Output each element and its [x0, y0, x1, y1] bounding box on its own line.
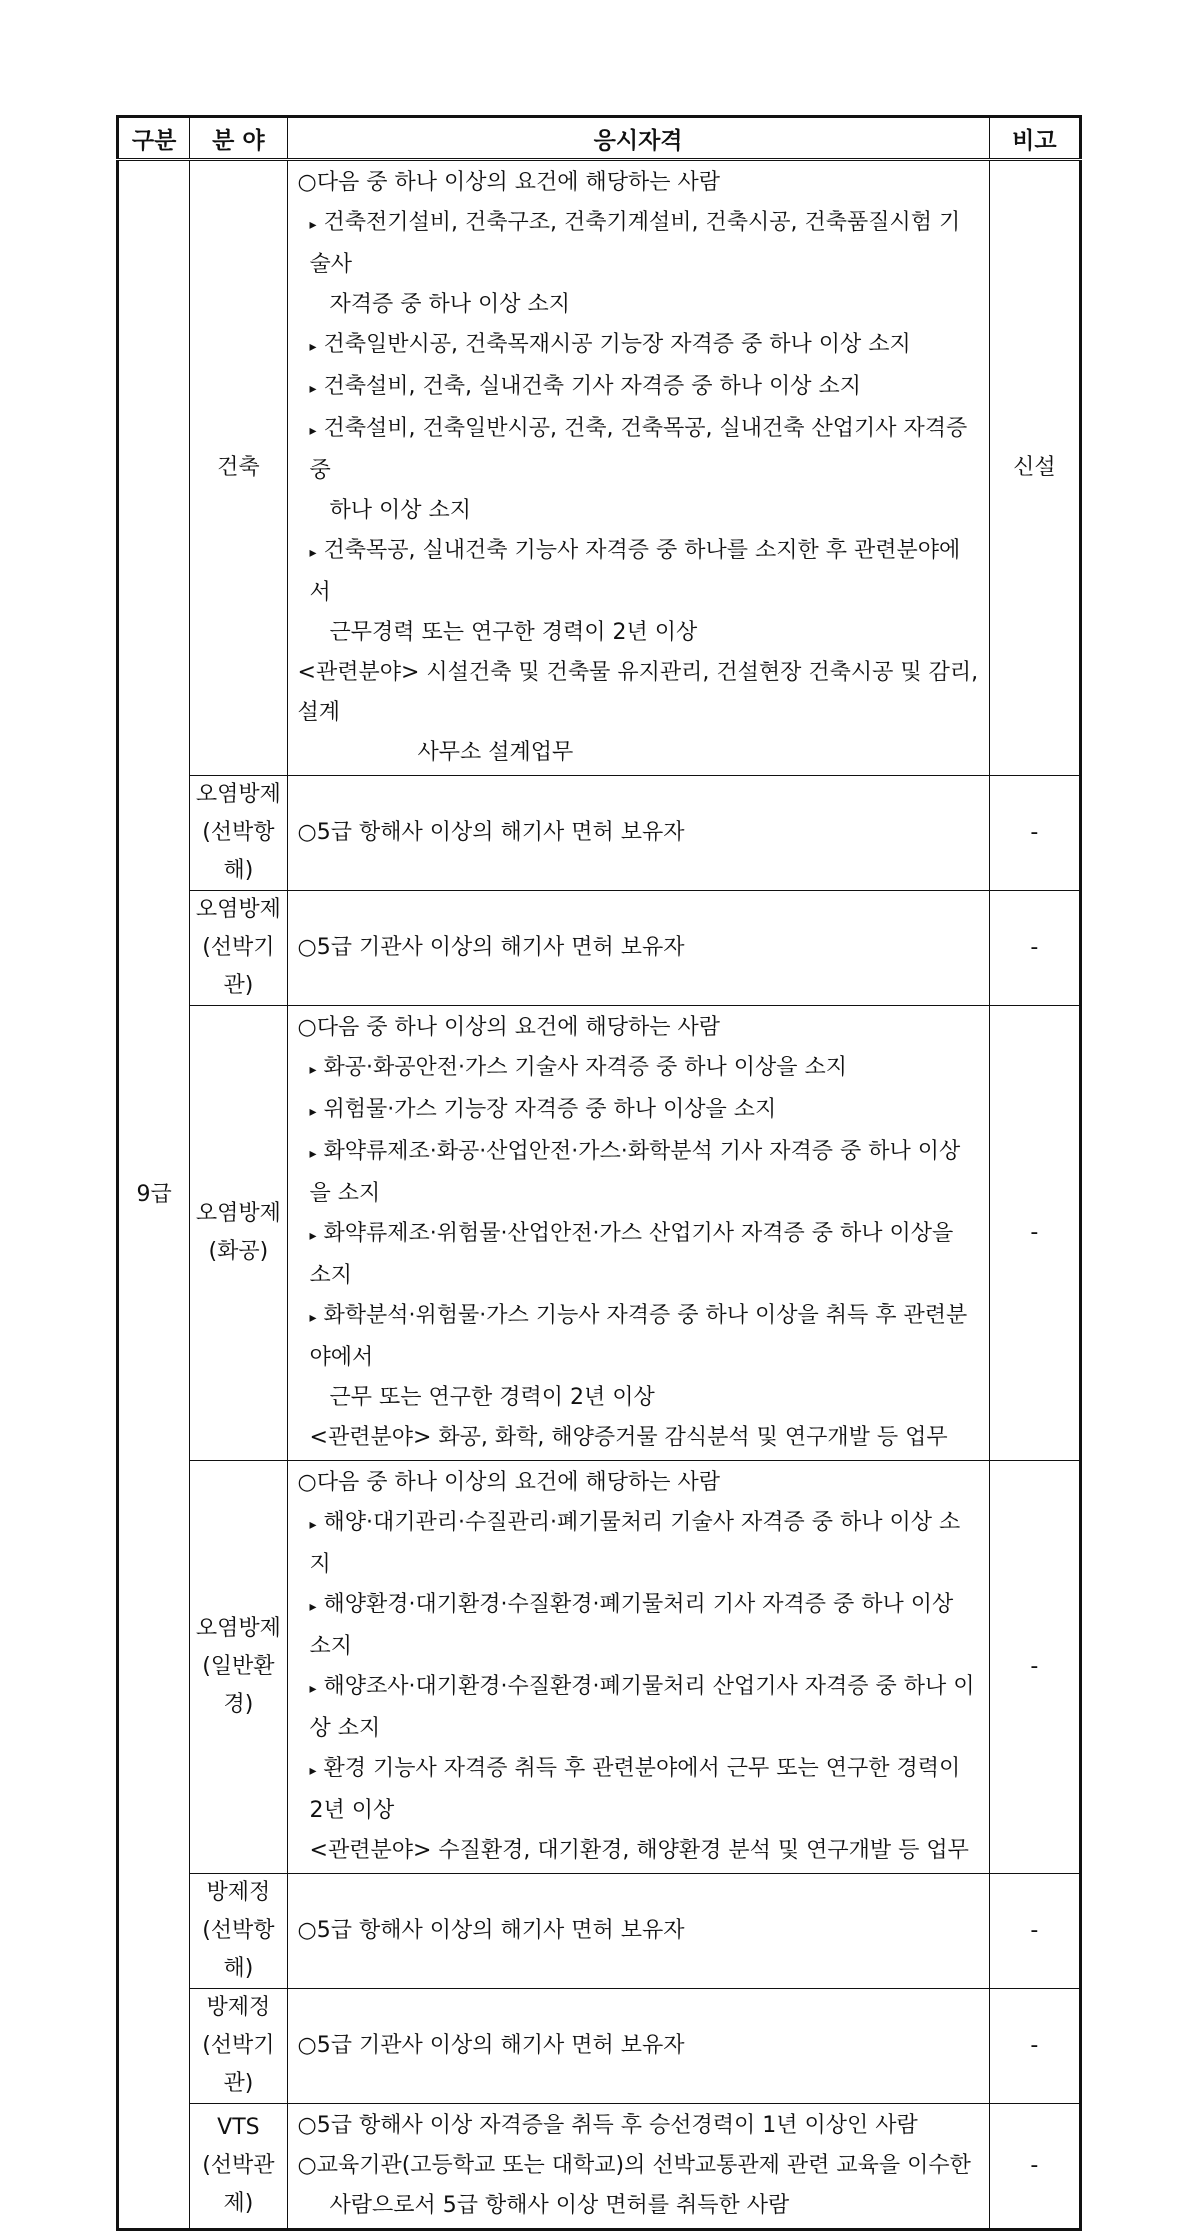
- field-cell: [190, 891, 287, 1006]
- field-label: (선박항해): [202, 1918, 275, 1981]
- triangle-right-icon: ▸: [309, 1517, 317, 1533]
- qualification-line: [298, 1214, 981, 1296]
- qualification-text: <관련분야> 시설건축 및 건축물 유지관리, 건설현장 건축시공 및 감리, 설계: [297, 660, 979, 725]
- field-label: (화공): [208, 1239, 269, 1264]
- qualification-line: [298, 367, 981, 409]
- qualification-line: [298, 653, 981, 733]
- qualification-text: 자격증 중 하나 이상 소지: [329, 292, 571, 317]
- qualification-text: 건축일반시공, 건축목재시공 기능장 자격증 중 하나 이상 소지: [323, 332, 911, 357]
- qualification-cell: [287, 1461, 989, 1874]
- qualification-line: [298, 1911, 981, 1951]
- qualification-line: [298, 1503, 981, 1585]
- qualification-line: [298, 733, 981, 773]
- qualification-text: 하나 이상 소지: [329, 498, 472, 523]
- qualification-text: 화약류제조·위험물·산업안전·가스 산업기사 자격증 중 하나 이상을 소지: [309, 1221, 954, 1288]
- qualification-cell: [287, 1989, 989, 2104]
- table-row: [118, 1006, 1081, 1461]
- qualification-text: ○다음 중 하나 이상의 요건에 해당하는 사람: [297, 1015, 720, 1040]
- qualification-cell: [287, 776, 989, 891]
- qualification-text: 근무 또는 연구한 경력이 2년 이상: [329, 1385, 655, 1410]
- grade-cell: 9급: [118, 160, 190, 2230]
- field-label: (선박관제): [202, 2153, 275, 2216]
- qualification-line: [298, 1463, 981, 1503]
- qualification-line: [298, 2186, 981, 2226]
- qualification-line: [298, 409, 981, 491]
- qualification-line: [298, 1585, 981, 1667]
- qualification-text: ○교육기관(고등학교 또는 대학교)의 선박교통관제 관련 교육을 이수한: [297, 2153, 971, 2178]
- table-row: [118, 2104, 1081, 2230]
- triangle-right-icon: ▸: [309, 1062, 317, 1078]
- qualification-line: [298, 1749, 981, 1831]
- table-body: [118, 160, 1081, 2230]
- triangle-right-icon: ▸: [309, 1228, 317, 1244]
- qualification-text: 건축설비, 건축일반시공, 건축, 건축목공, 실내건축 산업기사 자격증 중: [309, 416, 968, 483]
- field-cell: [190, 160, 287, 776]
- qualification-text: 화약류제조·화공·산업안전·가스·화학분석 기사 자격증 중 하나 이상을 소지: [309, 1139, 961, 1206]
- note-cell: 신설: [989, 160, 1080, 776]
- table-row: [118, 1461, 1081, 1874]
- qualification-line: [298, 813, 981, 853]
- qualification-text: ○5급 기관사 이상의 해기사 면허 보유자: [297, 2033, 685, 2058]
- note-cell: -: [989, 2104, 1080, 2230]
- qualification-cell: [287, 1006, 989, 1461]
- qualification-text: ○다음 중 하나 이상의 요건에 해당하는 사람: [297, 1470, 720, 1495]
- note-cell: -: [989, 776, 1080, 891]
- qualification-text: ○다음 중 하나 이상의 요건에 해당하는 사람: [297, 170, 720, 195]
- qualification-line: [298, 531, 981, 613]
- field-label: 오염방제: [195, 897, 281, 922]
- qualification-line: [298, 613, 981, 653]
- triangle-right-icon: ▸: [309, 1763, 317, 1779]
- qualification-text: ○5급 항해사 이상 자격증을 취득 후 승선경력이 1년 이상인 사람: [297, 2113, 918, 2138]
- qualification-line: [298, 2146, 981, 2186]
- header-grade: 구분: [118, 117, 190, 160]
- qualification-line: [298, 1418, 981, 1458]
- qualification-text: 화학분석·위험물·가스 기능사 자격증 중 하나 이상을 취득 후 관련분야에서: [309, 1303, 968, 1370]
- note-cell: -: [989, 1461, 1080, 1874]
- qualification-line: [298, 1378, 981, 1418]
- triangle-right-icon: ▸: [309, 1599, 317, 1615]
- field-cell: [190, 1006, 287, 1461]
- qualification-text: 화공·화공안전·가스 기술사 자격증 중 하나 이상을 소지: [323, 1055, 848, 1080]
- table-row: [118, 160, 1081, 776]
- qualification-line: [298, 1296, 981, 1378]
- qualification-text: 해양환경·대기환경·수질환경·폐기물처리 기사 자격증 중 하나 이상 소지: [309, 1592, 954, 1659]
- qualification-line: [298, 203, 981, 285]
- field-label: 오염방제: [195, 1201, 281, 1226]
- note-cell: -: [989, 1006, 1080, 1461]
- qualification-text: <관련분야> 화공, 화학, 해양증거물 감식분석 및 연구개발 등 업무: [309, 1425, 948, 1450]
- qualification-line: [298, 2026, 981, 2066]
- qualification-text: ○5급 기관사 이상의 해기사 면허 보유자: [297, 935, 685, 960]
- header-note: 비고: [989, 117, 1080, 160]
- triangle-right-icon: ▸: [309, 545, 317, 561]
- qualification-line: [298, 325, 981, 367]
- qualification-text: 건축전기설비, 건축구조, 건축기계설비, 건축시공, 건축품질시험 기술사: [309, 210, 961, 277]
- table-row: [118, 891, 1081, 1006]
- qualification-text: 해양·대기관리·수질관리·폐기물처리 기술사 자격증 중 하나 이상 소지: [309, 1510, 961, 1577]
- qualification-text: 해양조사·대기환경·수질환경·폐기물처리 산업기사 자격증 중 하나 이상 소지: [309, 1674, 975, 1741]
- qualification-cell: [287, 2104, 989, 2230]
- note-cell: -: [989, 1874, 1080, 1989]
- qualification-line: [298, 1132, 981, 1214]
- qualification-text: 환경 기능사 자격증 취득 후 관련분야에서 근무 또는 연구한 경력이 2년 이상: [309, 1756, 961, 1823]
- qualification-line: [298, 285, 981, 325]
- qualification-cell: [287, 160, 989, 776]
- triangle-right-icon: ▸: [309, 1104, 317, 1120]
- field-label: (선박항해): [202, 820, 275, 883]
- field-cell: [190, 1874, 287, 1989]
- triangle-right-icon: ▸: [309, 217, 317, 233]
- qualification-table-wrapper: [116, 115, 1082, 2231]
- field-label: 오염방제: [195, 782, 281, 807]
- triangle-right-icon: ▸: [309, 423, 317, 439]
- field-label: 오염방제: [195, 1616, 281, 1641]
- triangle-right-icon: ▸: [309, 1310, 317, 1326]
- qualification-line: [298, 1090, 981, 1132]
- header-qualification: 응시자격: [287, 117, 989, 160]
- qualification-text: 사람으로서 5급 항해사 이상 면허를 취득한 사람: [329, 2193, 790, 2218]
- qualification-line: [298, 1831, 981, 1871]
- triangle-right-icon: ▸: [309, 1681, 317, 1697]
- header-field: 분 야: [190, 117, 287, 160]
- qualification-text: ○5급 항해사 이상의 해기사 면허 보유자: [297, 820, 685, 845]
- qualification-text: 근무경력 또는 연구한 경력이 2년 이상: [329, 620, 698, 645]
- qualification-text: <관련분야> 수질환경, 대기환경, 해양환경 분석 및 연구개발 등 업무: [309, 1838, 969, 1863]
- field-label: 방제정: [206, 1995, 271, 2020]
- qualification-line: [298, 928, 981, 968]
- table-row: [118, 1989, 1081, 2104]
- triangle-right-icon: ▸: [309, 339, 317, 355]
- qualification-line: [298, 1008, 981, 1048]
- qualification-line: [298, 1048, 981, 1090]
- qualification-line: [298, 2106, 981, 2146]
- field-label: (선박기관): [202, 935, 275, 998]
- qualification-text: 위험물·가스 기능장 자격증 중 하나 이상을 소지: [323, 1097, 777, 1122]
- table-header-row: [118, 117, 1081, 160]
- field-cell: [190, 1461, 287, 1874]
- field-label: 건축: [217, 455, 260, 480]
- table-row: [118, 1874, 1081, 1989]
- field-label: VTS: [217, 2115, 260, 2140]
- qualification-text: 건축설비, 건축, 실내건축 기사 자격증 중 하나 이상 소지: [323, 374, 861, 399]
- triangle-right-icon: ▸: [309, 381, 317, 397]
- qualification-cell: [287, 891, 989, 1006]
- note-cell: -: [989, 1989, 1080, 2104]
- qualification-text: 건축목공, 실내건축 기능사 자격증 중 하나를 소지한 후 관련분야에서: [309, 538, 961, 605]
- triangle-right-icon: ▸: [309, 1146, 317, 1162]
- qualification-line: [298, 1667, 981, 1749]
- qualification-line: [298, 491, 981, 531]
- qualification-cell: [287, 1874, 989, 1989]
- field-label: 방제정: [206, 1880, 271, 1905]
- qualification-text: 사무소 설계업무: [417, 740, 574, 765]
- field-cell: [190, 1989, 287, 2104]
- qualification-line: [298, 163, 981, 203]
- note-cell: -: [989, 891, 1080, 1006]
- field-label: (일반환경): [202, 1654, 275, 1717]
- table-row: [118, 776, 1081, 891]
- qualification-table: [116, 115, 1082, 2231]
- field-cell: [190, 776, 287, 891]
- field-cell: [190, 2104, 287, 2230]
- qualification-text: ○5급 항해사 이상의 해기사 면허 보유자: [297, 1918, 685, 1943]
- field-label: (선박기관): [202, 2033, 275, 2096]
